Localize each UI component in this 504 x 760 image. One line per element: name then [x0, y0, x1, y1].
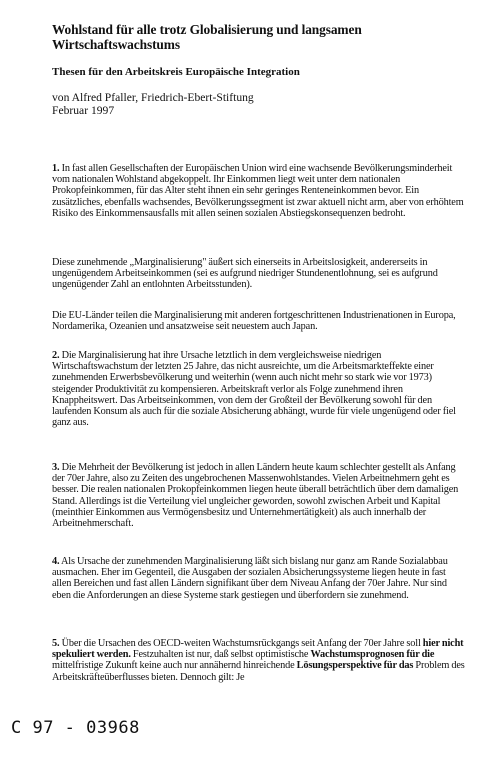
- paragraph-4: [52, 556, 466, 601]
- paragraph-text: Die Mehrheit der Bevölkerung ist jedoch in allen Ländern heute kaum schlechter gestellt als Anfang der 70er Jahre, also zu Zeiten des ungebrochenen Massenwohlstandes. Vielen Arbeitnehmern geht es besser. Die realen nationalen Prokopfeinkommen liegen heute überall beträchtlich über dem damaligen Stand. Allerdings ist die Verteilung viel ungleicher geworden, sowohl zwischen Arbeit und Kapital (meinthier Einkommen aus Vermögensbesitz und Unternehmertätigkeit) als auch innerhalb der Arbeitnehmerschaft.: [52, 462, 459, 530]
- paragraph-text: Über die Ursachen des OECD-weiten Wachstumsrückgangs seit Anfang der 70er Jahre soll: [61, 638, 423, 649]
- bold-segment: Lösungsperspektive für das: [296, 660, 414, 672]
- paragraph-number: 5.: [52, 638, 60, 649]
- paragraph-text: Problem des Arbeitskräfteüberflusses bieten. Dennoch gilt: Je: [52, 660, 465, 683]
- bold-segment: hier nicht spekuliert werden.: [52, 638, 464, 661]
- author-block: [52, 91, 472, 117]
- paragraph-number: 2.: [52, 350, 60, 361]
- paragraph-text: Die EU-Länder teilen die Marginalisierung mit anderen fortgeschrittenen Industrienationen in Europa, Nordamerika, Ozeanien und ansatzweise seit neuestem auch Japan.: [52, 310, 456, 333]
- document-title: [52, 22, 472, 52]
- paragraph-3: [52, 462, 466, 529]
- paragraph-1: [52, 163, 466, 219]
- paragraph-1b: [52, 257, 466, 291]
- paragraph-number: 4.: [52, 556, 60, 567]
- paragraph-text: Als Ursache der zunehmenden Marginalisierung läßt sich bislang nur ganz am Rande Sozialabbau ausmachen. Eher im Gegenteil, die Ausgaben der sozialen Absicherungssysteme liegen heute in fast allen Bereichen und fast allen Ländern signifikant über dem Niveau Anfang der 70er Jahre. Nur sind eben die Anforderungen an diese Systeme stark gestiegen und überfordern sie zunehmend.: [52, 556, 448, 601]
- paragraph-2: [52, 350, 466, 428]
- paragraph-1c: [52, 310, 466, 332]
- bold-segment: Wachstumsprognosen für die: [310, 649, 435, 661]
- document-date: Februar 1997: [52, 104, 115, 117]
- paragraph-text: In fast allen Gesellschaften der Europäischen Union wird eine wachsende Bevölkerungsminderheit vom nationalen Wohlstand abgekoppelt. Ihr Einkommen liegt weit unter dem nationalen Prokopfeinkommen, für das Alter steht ihnen ein sehr geringes Renteneinkommen bevor. Ein zusätzliches, ebenfalls wachsendes, Bevölkerungssegment ist zwar aktuell nicht arm, aber von erhöhtem Risiko des Einkommensausfalls mit allen seinen sozialen Abstiegskonsequenzen bedroht.: [52, 163, 464, 219]
- document-subtitle: Thesen für den Arbeitskreis Europäische Integration: [52, 66, 300, 78]
- paragraph-text: Die Marginalisierung hat ihre Ursache letztlich in dem vergleichsweise niedrigen Wirtschaftswachstum der letzten 25 Jahre, das nicht ausreichte, um die Arbeitsmarkteffekte einer zunehmenden Erwerbsbevölkerung und weiterhin (wenn auch nicht mehr so stark wie vor 1973) steigender Produktivität zu kompensieren. Arbeitskraft verlor als Folge zunehmend ihren Knappheitswert. Das Arbeitseinkommen, von dem der Großteil der Bevölkerung sowohl für den laufenden Konsum als auch für die soziale Absicherung abhängt, wurde für viele ungenügend oder fiel ganz aus.: [52, 350, 456, 429]
- archive-stamp: C 97 - 03968: [11, 718, 140, 738]
- paragraph-5: [52, 638, 466, 683]
- title-line-2: Wirtschaftswachstums: [52, 37, 180, 52]
- paragraph-text: Festzuhalten ist nur, daß selbst optimistische: [130, 649, 311, 661]
- paragraph-text: mittelfristige Zukunft keine auch nur annähernd hinreichende: [52, 660, 297, 672]
- title-line-1: Wohlstand für alle trotz Globalisierung und langsamen: [52, 22, 362, 37]
- paragraph-text: Diese zunehmende „Marginalisierung" äußert sich einerseits in Arbeitslosigkeit, andererseits in ungenügendem Arbeitseinkommen (sei es aufgrund niedriger Stundenentlohnung, sei es aufgrund ungenügender Zahl an entlohnten Arbeitsstunden).: [52, 257, 438, 291]
- paragraph-number: 1.: [52, 163, 60, 174]
- author-name: von Alfred Pfaller, Friedrich-Ebert-Stiftung: [52, 91, 254, 104]
- paragraph-number: 3.: [52, 462, 60, 473]
